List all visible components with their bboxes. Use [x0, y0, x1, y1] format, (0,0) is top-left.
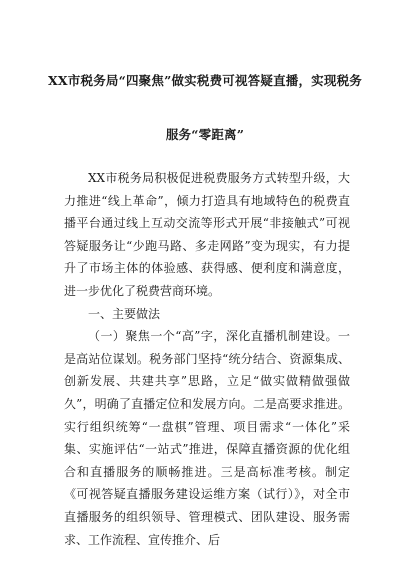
document-body [64, 167, 350, 551]
section-paragraph: （一）聚焦一个“高”字，深化直播机制建设。一是高站位谋划。税务部门坚持“统分结合、资源集成、创新发展、共建共享”思路，立足“做实做精做强做久”，明确了直播定位和发展方向。二是高要求推进。实行组织统筹“一盘棋”管理、项目需求“一体化”采集、实施评估“一站式”推进，保障直播资源的优化组合和直播服务的顺畅推进。三是高标准考核。制定《可视答疑直播服务建设运维方案（试行）》，对全市直播服务的组织领导、管理模式、团队建设、服务需求、工作流程、宣传推介、后 [64, 329, 350, 547]
document-title-line-1: XX市税务局“四聚焦”做实税费可视答疑直播，实现税务 [48, 73, 362, 88]
section-heading: 一、主要做法 [88, 306, 161, 321]
document-title-line-2: 服务“零距离” [165, 127, 245, 142]
intro-paragraph: XX市税务局积极促进税费服务方式转型升级，大力推进“线上革命”，倾力打造具有地域特色的税费直播平台通过线上互动交流等形式开展“非接触式”可视答疑服务让“少跑马路、多走网路”变为现实，有力提升了市场主体的体验感、获得感、便利度和满意度，进一步优化了税费营商环境。 [64, 171, 350, 298]
